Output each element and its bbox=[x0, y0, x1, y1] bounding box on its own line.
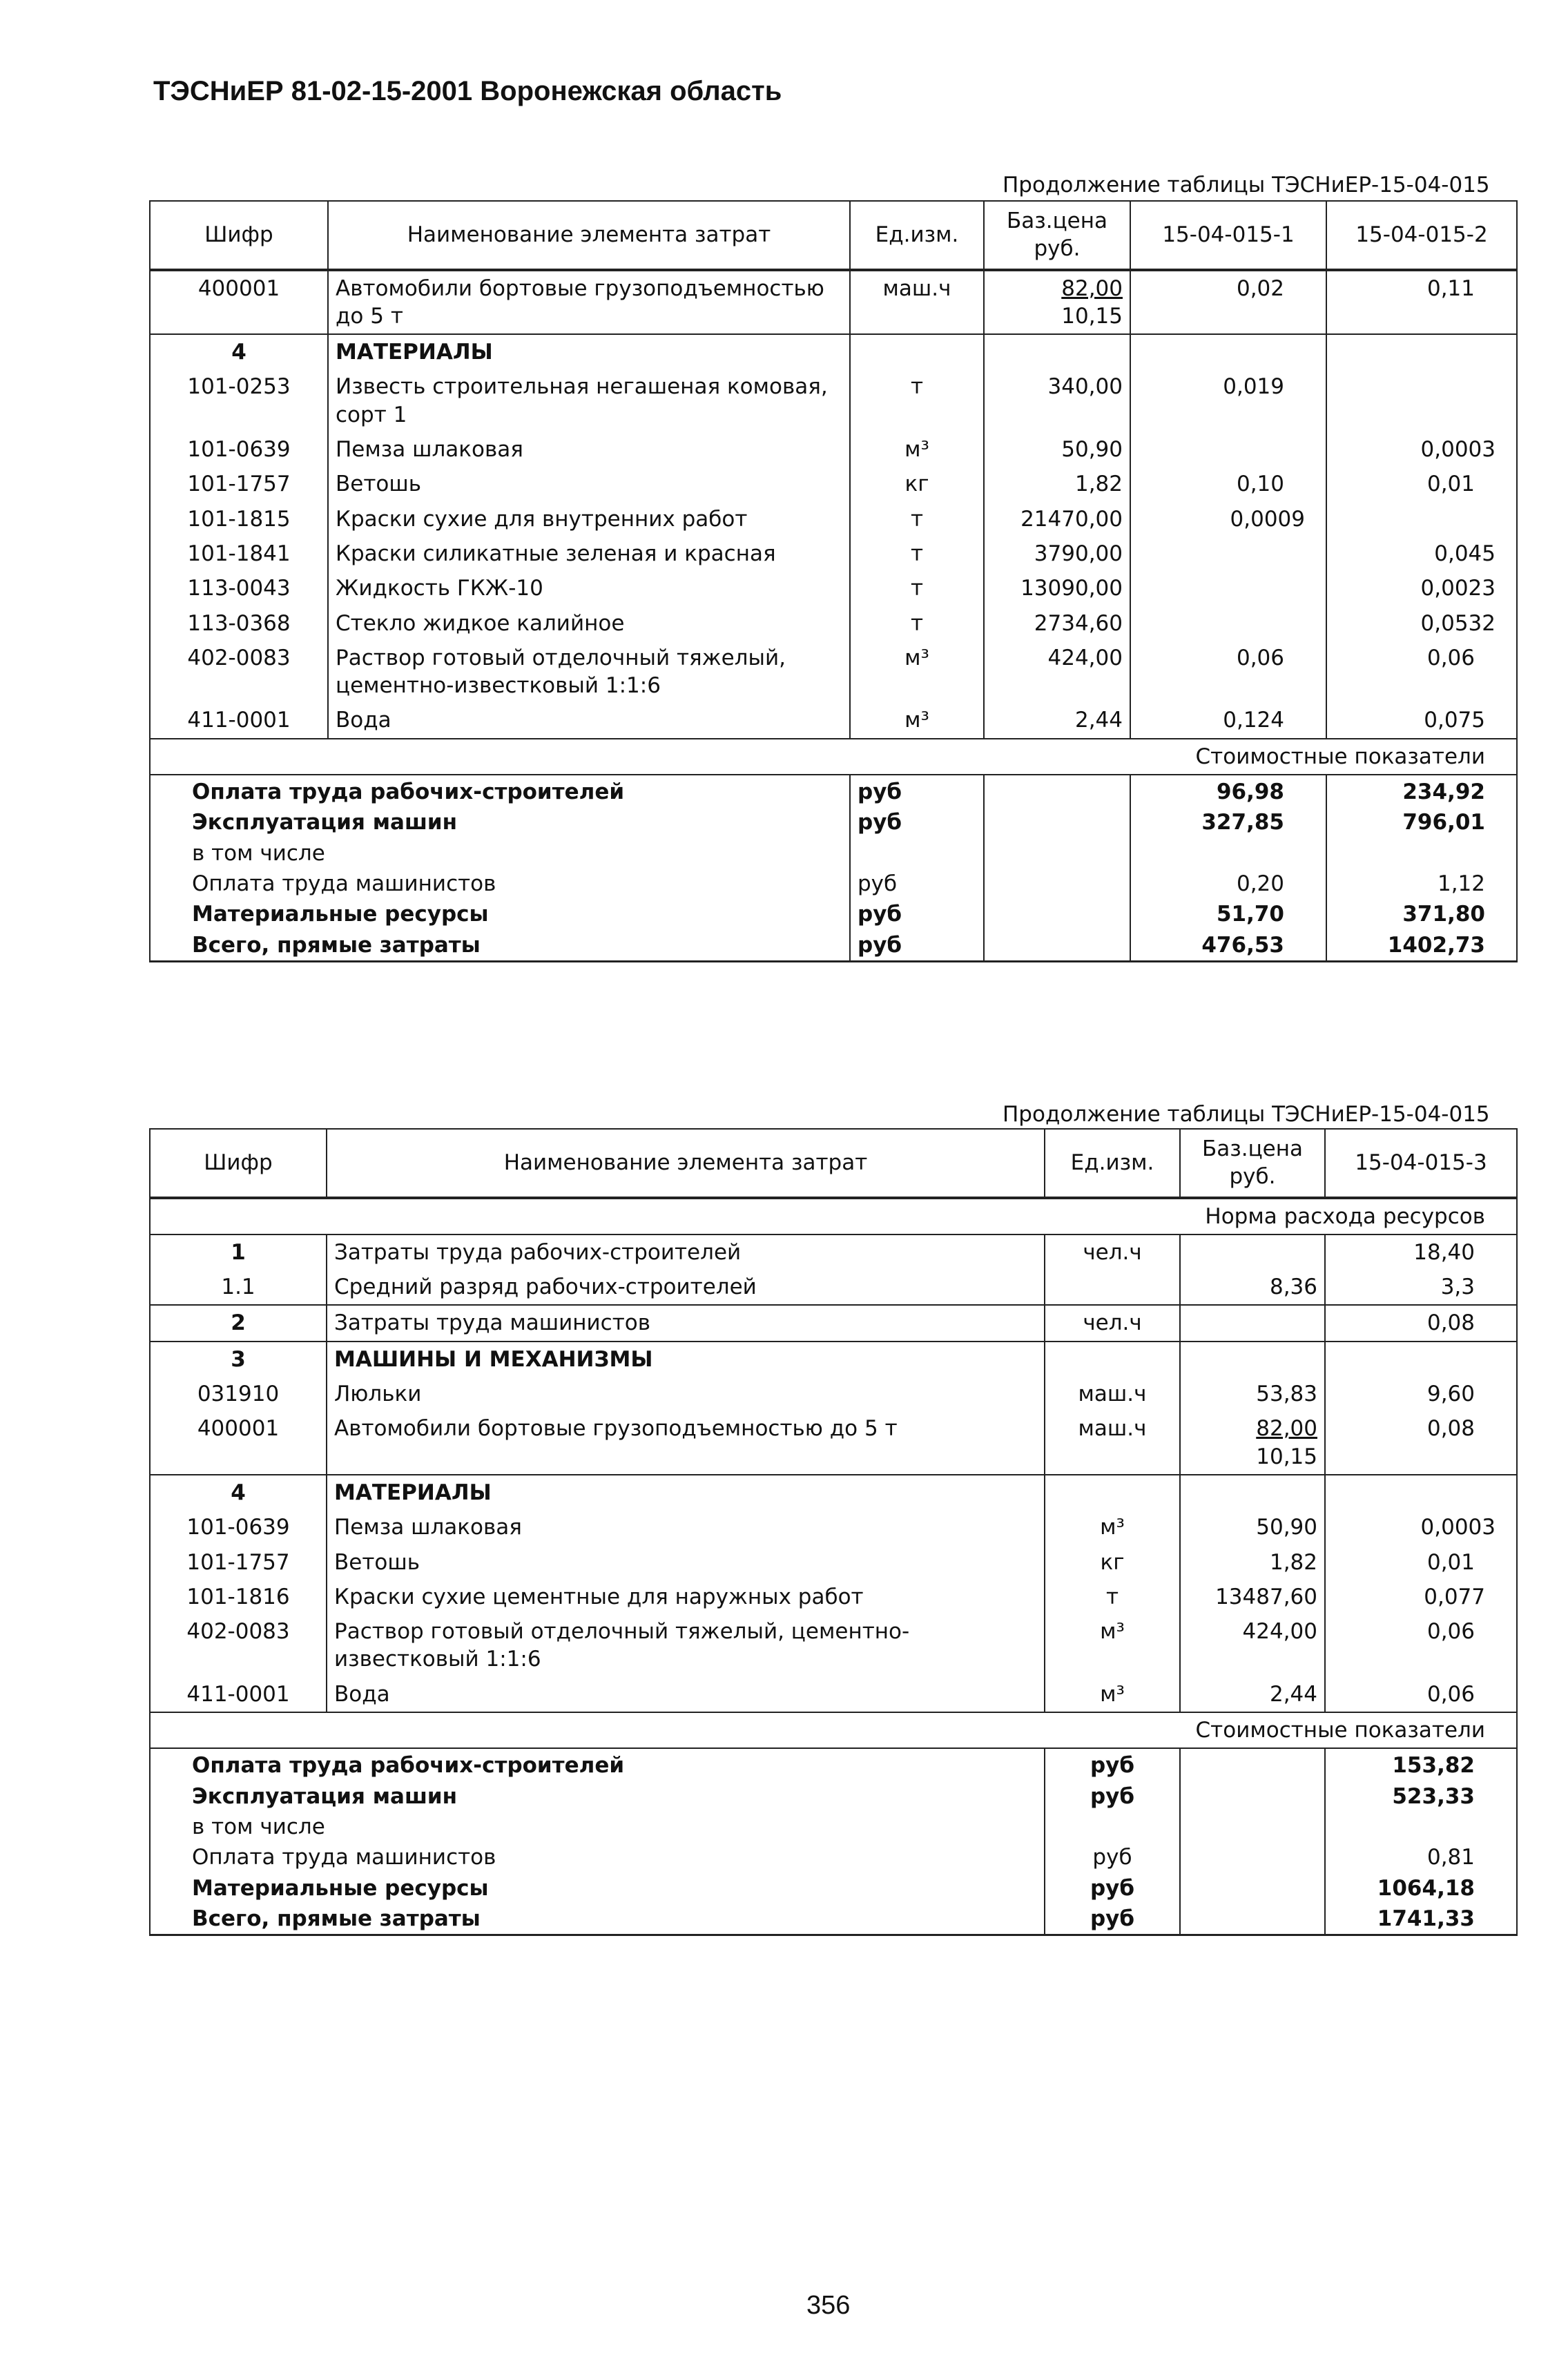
row-value-1: 18,40 bbox=[1325, 1234, 1517, 1270]
cost-unit: руб bbox=[850, 869, 984, 899]
row-value-2: 0,06 bbox=[1326, 641, 1517, 704]
cost-value-1: 0,81 bbox=[1325, 1842, 1517, 1872]
row-value-1 bbox=[1130, 432, 1326, 467]
cost-row bbox=[150, 869, 1517, 899]
row-price: 2734,60 bbox=[984, 606, 1130, 641]
row-unit: маш.ч bbox=[1045, 1411, 1180, 1475]
cost-label: в том числе bbox=[150, 838, 850, 869]
row-value-2: 0,075 bbox=[1326, 703, 1517, 738]
norm-header: Норма расхода ресурсов bbox=[150, 1198, 1517, 1234]
row-value-1 bbox=[1130, 606, 1326, 641]
row-code: 113-0043 bbox=[150, 571, 328, 606]
cost-row bbox=[150, 838, 1517, 869]
table-row bbox=[150, 502, 1517, 536]
table-row bbox=[150, 432, 1517, 467]
row-code: 1 bbox=[150, 1234, 327, 1270]
row-name: Средний разряд рабочих-строителей bbox=[327, 1270, 1045, 1305]
row-value-1: 9,60 bbox=[1325, 1377, 1517, 1411]
cost-value-2: 796,01 bbox=[1326, 807, 1517, 837]
row-price: 340,00 bbox=[984, 369, 1130, 432]
table-row bbox=[150, 1377, 1517, 1411]
cost-value-2: 371,80 bbox=[1326, 899, 1517, 929]
cost-unit bbox=[850, 838, 984, 869]
cost-label: Материальные ресурсы bbox=[150, 899, 850, 929]
cost-header-row bbox=[150, 1712, 1517, 1748]
cost-value-1: 96,98 bbox=[1130, 775, 1326, 807]
cost-unit: руб bbox=[1045, 1842, 1180, 1872]
row-price: 424,00 bbox=[1180, 1614, 1325, 1677]
row-name: Люльки bbox=[327, 1377, 1045, 1411]
row-code: 101-1757 bbox=[150, 467, 328, 501]
row-value-1: 0,02 bbox=[1130, 270, 1326, 335]
row-unit: т bbox=[850, 536, 984, 571]
row-value-2 bbox=[1326, 502, 1517, 536]
row-code: 411-0001 bbox=[150, 703, 328, 738]
cost-label: Оплата труда машинистов bbox=[150, 1842, 1045, 1872]
table-row bbox=[150, 1411, 1517, 1475]
cost-value-1: 51,70 bbox=[1130, 899, 1326, 929]
row-value-1: 0,124 bbox=[1130, 703, 1326, 738]
cost-unit bbox=[1045, 1812, 1180, 1842]
row-price: 8,36 bbox=[1180, 1270, 1325, 1305]
table-row bbox=[150, 1234, 1517, 1270]
cost-value-2: 1,12 bbox=[1326, 869, 1517, 899]
row-code: 400001 bbox=[150, 270, 328, 335]
row-name: Затраты труда рабочих-строителей bbox=[327, 1234, 1045, 1270]
row-price: 50,90 bbox=[984, 432, 1130, 467]
row-code: 411-0001 bbox=[150, 1677, 327, 1712]
row-name: Ветошь bbox=[328, 467, 850, 501]
row-name: Жидкость ГКЖ-10 bbox=[328, 571, 850, 606]
row-unit: т bbox=[850, 369, 984, 432]
cost-unit: руб bbox=[1045, 1904, 1180, 1935]
table-row bbox=[150, 536, 1517, 571]
row-code: 101-1841 bbox=[150, 536, 328, 571]
section-row bbox=[150, 334, 1517, 369]
row-name: Вода bbox=[327, 1677, 1045, 1712]
table-row bbox=[150, 1580, 1517, 1614]
row-value-1: 0,06 bbox=[1325, 1614, 1517, 1677]
row-name: Стекло жидкое калийное bbox=[328, 606, 850, 641]
table-row bbox=[150, 641, 1517, 704]
cost-value-1 bbox=[1325, 1812, 1517, 1842]
row-price: 13090,00 bbox=[984, 571, 1130, 606]
section-row bbox=[150, 1342, 1517, 1377]
table-row bbox=[150, 1614, 1517, 1677]
row-value-2: 0,0532 bbox=[1326, 606, 1517, 641]
row-unit: чел.ч bbox=[1045, 1305, 1180, 1341]
row-code: 101-1815 bbox=[150, 502, 328, 536]
row-unit: м³ bbox=[850, 641, 984, 704]
row-code: 101-0253 bbox=[150, 369, 328, 432]
cost-row bbox=[150, 1904, 1517, 1935]
table-row bbox=[150, 369, 1517, 432]
header-name: Наименование элемента затрат bbox=[327, 1129, 1045, 1198]
header-name: Наименование элемента затрат bbox=[328, 201, 850, 270]
cost-label: Всего, прямые затраты bbox=[150, 1904, 1045, 1935]
row-name: Автомобили бортовые грузоподъемностью до 5 т bbox=[327, 1411, 1045, 1475]
row-unit: чел.ч bbox=[1045, 1234, 1180, 1270]
cost-row bbox=[150, 775, 1517, 807]
row-name: Известь строительная негашеная комовая, сорт 1 bbox=[328, 369, 850, 432]
table-row bbox=[150, 606, 1517, 641]
row-value-2: 0,0023 bbox=[1326, 571, 1517, 606]
cost-row bbox=[150, 1812, 1517, 1842]
row-unit: т bbox=[850, 571, 984, 606]
cost-label: Оплата труда рабочих-строителей bbox=[150, 775, 850, 807]
row-unit: м³ bbox=[1045, 1614, 1180, 1677]
row-value-1: 0,019 bbox=[1130, 369, 1326, 432]
row-value-1: 3,3 bbox=[1325, 1270, 1517, 1305]
cost-value-1: 327,85 bbox=[1130, 807, 1326, 837]
table-row bbox=[150, 467, 1517, 501]
row-unit bbox=[1045, 1270, 1180, 1305]
table2-continuation-label: Продолжение таблицы ТЭСНиЕР-15-04-015 bbox=[1003, 1102, 1490, 1127]
row-code: 400001 bbox=[150, 1411, 327, 1475]
row-unit: маш.ч bbox=[1045, 1377, 1180, 1411]
row-unit: м³ bbox=[1045, 1677, 1180, 1712]
row-price bbox=[1180, 1305, 1325, 1341]
row-name: Затраты труда машинистов bbox=[327, 1305, 1045, 1341]
row-value-1: 0,0003 bbox=[1325, 1510, 1517, 1545]
cost-row bbox=[150, 1781, 1517, 1812]
row-price bbox=[1180, 1411, 1325, 1475]
row-name: Вода bbox=[328, 703, 850, 738]
header-price: Баз.цена руб. bbox=[1180, 1129, 1325, 1198]
header-price: Баз.цена руб. bbox=[984, 201, 1130, 270]
cost-value-1: 0,20 bbox=[1130, 869, 1326, 899]
section-title: МАТЕРИАЛЫ bbox=[328, 334, 850, 369]
table-row bbox=[150, 1677, 1517, 1712]
row-name: Раствор готовый отделочный тяжелый, цементно-известковый 1:1:6 bbox=[327, 1614, 1045, 1677]
cost-header: Стоимостные показатели bbox=[150, 739, 1517, 775]
row-price: 53,83 bbox=[1180, 1377, 1325, 1411]
row-name: Автомобили бортовые грузоподъемностью до 5 т bbox=[328, 270, 850, 335]
row-price bbox=[984, 270, 1130, 335]
row-value-1: 0,08 bbox=[1325, 1305, 1517, 1341]
header-code: Шифр bbox=[150, 201, 328, 270]
cost-header: Стоимостные показатели bbox=[150, 1712, 1517, 1748]
table-row bbox=[150, 1545, 1517, 1580]
row-unit: м³ bbox=[850, 703, 984, 738]
cost-unit: руб bbox=[850, 775, 984, 807]
price-sub-value: 10,15 bbox=[1061, 303, 1123, 329]
row-code: 2 bbox=[150, 1305, 327, 1341]
cost-value-2 bbox=[1326, 838, 1517, 869]
header-col1: 15-04-015-3 bbox=[1325, 1129, 1517, 1198]
row-unit: маш.ч bbox=[850, 270, 984, 335]
cost-label: в том числе bbox=[150, 1812, 1045, 1842]
norm-header-row bbox=[150, 1198, 1517, 1234]
cost-value-1: 1741,33 bbox=[1325, 1904, 1517, 1935]
header-col2: 15-04-015-2 bbox=[1326, 201, 1517, 270]
row-value-2: 0,01 bbox=[1326, 467, 1517, 501]
cost-unit: руб bbox=[1045, 1781, 1180, 1812]
row-value-2: 0,0003 bbox=[1326, 432, 1517, 467]
header-unit: Ед.изм. bbox=[850, 201, 984, 270]
row-price: 424,00 bbox=[984, 641, 1130, 704]
cost-unit: руб bbox=[1045, 1873, 1180, 1904]
row-value-1: 0,06 bbox=[1130, 641, 1326, 704]
table-row bbox=[150, 270, 1517, 335]
cost-row bbox=[150, 1842, 1517, 1872]
section-code: 4 bbox=[150, 334, 328, 369]
row-unit: м³ bbox=[1045, 1510, 1180, 1545]
cost-label: Эксплуатация машин bbox=[150, 1781, 1045, 1812]
cost-unit: руб bbox=[850, 807, 984, 837]
header-code: Шифр bbox=[150, 1129, 327, 1198]
cost-header-row bbox=[150, 739, 1517, 775]
page-number: 356 bbox=[806, 2291, 851, 2320]
cost-value-1: 153,82 bbox=[1325, 1748, 1517, 1781]
table1 bbox=[149, 200, 1518, 962]
row-code: 1.1 bbox=[150, 1270, 327, 1305]
price-value: 82,00 bbox=[1256, 1416, 1317, 1442]
cost-value-2: 234,92 bbox=[1326, 775, 1517, 807]
document-title: ТЭСНиЕР 81-02-15-2001 Воронежская область bbox=[153, 76, 782, 106]
row-name: Ветошь bbox=[327, 1545, 1045, 1580]
cost-unit: руб bbox=[850, 899, 984, 929]
row-code: 402-0083 bbox=[150, 641, 328, 704]
row-name: Раствор готовый отделочный тяжелый, цементно-известковый 1:1:6 bbox=[328, 641, 850, 704]
section-code: 3 bbox=[150, 1342, 327, 1377]
row-code: 101-1757 bbox=[150, 1545, 327, 1580]
row-price: 21470,00 bbox=[984, 502, 1130, 536]
cost-row bbox=[150, 1873, 1517, 1904]
table-row bbox=[150, 1270, 1517, 1305]
table-row bbox=[150, 571, 1517, 606]
cost-value-1 bbox=[1130, 838, 1326, 869]
header-unit: Ед.изм. bbox=[1045, 1129, 1180, 1198]
row-code: 101-1816 bbox=[150, 1580, 327, 1614]
header-col1: 15-04-015-1 bbox=[1130, 201, 1326, 270]
row-code: 101-0639 bbox=[150, 1510, 327, 1545]
cost-value-1: 523,33 bbox=[1325, 1781, 1517, 1812]
table2-header-row bbox=[150, 1129, 1517, 1198]
cost-label: Материальные ресурсы bbox=[150, 1873, 1045, 1904]
row-code: 031910 bbox=[150, 1377, 327, 1411]
row-price: 50,90 bbox=[1180, 1510, 1325, 1545]
price-sub-value: 10,15 bbox=[1256, 1444, 1317, 1469]
row-price bbox=[1180, 1234, 1325, 1270]
cost-row bbox=[150, 930, 1517, 962]
row-price: 13487,60 bbox=[1180, 1580, 1325, 1614]
row-price: 1,82 bbox=[1180, 1545, 1325, 1580]
row-value-1: 0,01 bbox=[1325, 1545, 1517, 1580]
row-unit: кг bbox=[850, 467, 984, 501]
cost-unit: руб bbox=[1045, 1748, 1180, 1781]
row-value-2: 0,11 bbox=[1326, 270, 1517, 335]
row-value-1: 0,077 bbox=[1325, 1580, 1517, 1614]
row-value-2 bbox=[1326, 369, 1517, 432]
table-row bbox=[150, 1510, 1517, 1545]
row-unit: т bbox=[850, 606, 984, 641]
section-code: 4 bbox=[150, 1475, 327, 1510]
table-row bbox=[150, 703, 1517, 738]
row-name: Пемза шлаковая bbox=[328, 432, 850, 467]
row-value-1: 0,06 bbox=[1325, 1677, 1517, 1712]
table1-header-row bbox=[150, 201, 1517, 270]
row-unit: т bbox=[850, 502, 984, 536]
row-value-2: 0,045 bbox=[1326, 536, 1517, 571]
row-value-1: 0,0009 bbox=[1130, 502, 1326, 536]
row-code: 101-0639 bbox=[150, 432, 328, 467]
row-name: Краски силикатные зеленая и красная bbox=[328, 536, 850, 571]
cost-row bbox=[150, 1748, 1517, 1781]
row-unit: кг bbox=[1045, 1545, 1180, 1580]
row-value-1: 0,08 bbox=[1325, 1411, 1517, 1475]
table1-continuation-label: Продолжение таблицы ТЭСНиЕР-15-04-015 bbox=[1003, 173, 1490, 197]
cost-label: Оплата труда машинистов bbox=[150, 869, 850, 899]
price-value: 82,00 bbox=[1061, 275, 1123, 301]
row-price: 2,44 bbox=[1180, 1677, 1325, 1712]
table2 bbox=[149, 1128, 1518, 1936]
cost-label: Всего, прямые затраты bbox=[150, 930, 850, 962]
cost-label: Оплата труда рабочих-строителей bbox=[150, 1748, 1045, 1781]
row-value-1 bbox=[1130, 536, 1326, 571]
cost-row bbox=[150, 899, 1517, 929]
row-value-1: 0,10 bbox=[1130, 467, 1326, 501]
row-name: Пемза шлаковая bbox=[327, 1510, 1045, 1545]
cost-unit: руб bbox=[850, 930, 984, 962]
cost-value-2: 1402,73 bbox=[1326, 930, 1517, 962]
cost-row bbox=[150, 807, 1517, 837]
row-code: 402-0083 bbox=[150, 1614, 327, 1677]
cost-value-1: 476,53 bbox=[1130, 930, 1326, 962]
row-value-1 bbox=[1130, 571, 1326, 606]
section-title: МАШИНЫ И МЕХАНИЗМЫ bbox=[327, 1342, 1045, 1377]
row-unit: м³ bbox=[850, 432, 984, 467]
row-code: 113-0368 bbox=[150, 606, 328, 641]
row-price: 1,82 bbox=[984, 467, 1130, 501]
row-price: 2,44 bbox=[984, 703, 1130, 738]
cost-label: Эксплуатация машин bbox=[150, 807, 850, 837]
row-name: Краски сухие для внутренних работ bbox=[328, 502, 850, 536]
table-row bbox=[150, 1305, 1517, 1341]
row-price: 3790,00 bbox=[984, 536, 1130, 571]
section-title: МАТЕРИАЛЫ bbox=[327, 1475, 1045, 1510]
section-row bbox=[150, 1475, 1517, 1510]
row-unit: т bbox=[1045, 1580, 1180, 1614]
row-name: Краски сухие цементные для наружных работ bbox=[327, 1580, 1045, 1614]
cost-value-1: 1064,18 bbox=[1325, 1873, 1517, 1904]
